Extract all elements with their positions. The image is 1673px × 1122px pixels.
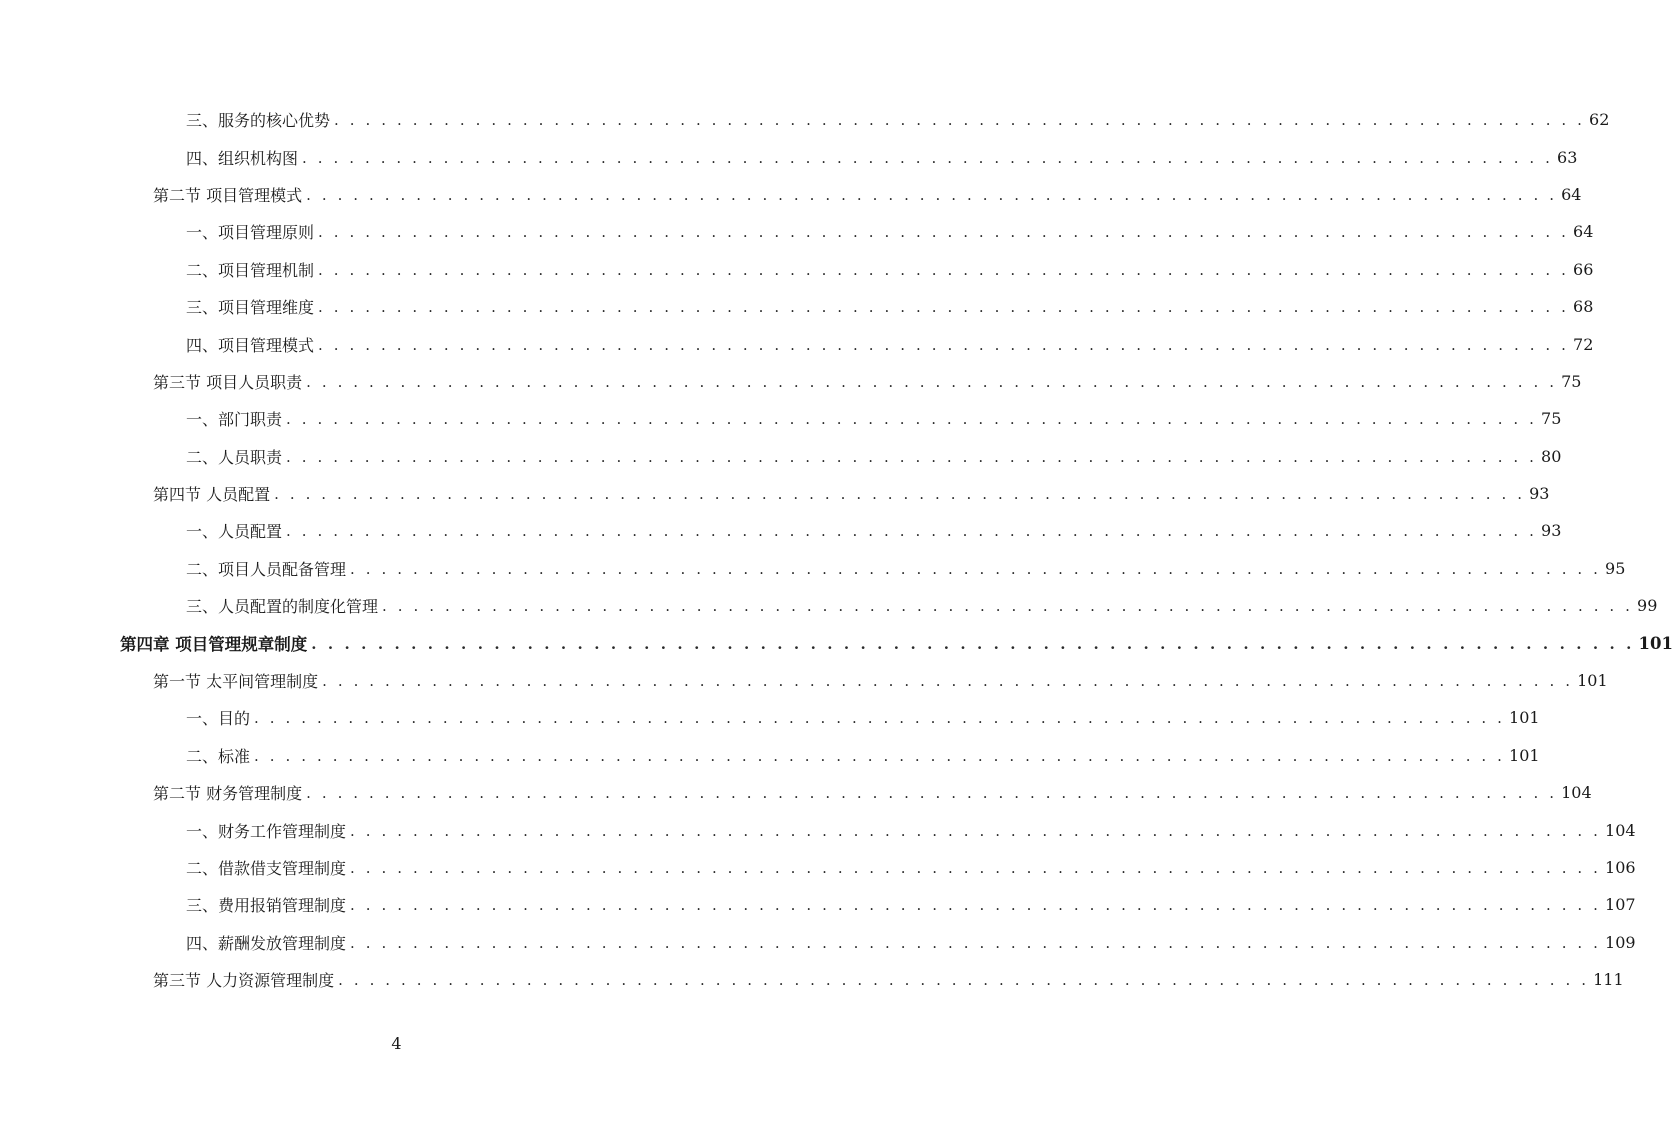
toc-dot-leader: . . . . . . . . . . . . . . . . . . . . . . . . . . . . . . . . . . . . . . . . . . . . . . . . . . . . . . . . . . . . . . . . . . . . . . . . . . . . . . . . — [286, 410, 1538, 429]
toc-subsection-entry[interactable] — [0, 438, 1562, 475]
toc-entry-page-number: 72 — [1573, 334, 1594, 354]
toc-dot-leader: . . . . . . . . . . . . . . . . . . . . . . . . . . . . . . . . . . . . . . . . . . . . . . . . . . . . . . . . . . . . . . . . . . . . . . . . . . . . . . . . — [350, 859, 1602, 877]
toc-entry-title: 四、项目管理模式 — [186, 335, 315, 355]
toc-entry-page-number: 64 — [1561, 184, 1582, 204]
toc-entry-page-number: 63 — [1557, 147, 1578, 167]
toc-entry-title: 三、服务的核心优势 — [186, 111, 331, 131]
toc-entry-page-number: 68 — [1573, 297, 1594, 317]
toc-subsection-entry[interactable] — [0, 699, 1540, 736]
toc-entry-title: 二、借款借支管理制度 — [186, 859, 347, 878]
toc-dot-leader: . . . . . . . . . . . . . . . . . . . . . . . . . . . . . . . . . . . . . . . . . . . . . . . . . . . . . . . . . . . . . . . . . . . . . . . . . . . . . . . . — [382, 597, 1634, 616]
toc-section-entry[interactable] — [0, 475, 1550, 512]
toc-dot-leader: . . . . . . . . . . . . . . . . . . . . . . . . . . . . . . . . . . . . . . . . . . . . . . . . . . . . . . . . . . . . . . . . . . . . . . . . . . . . . . . . — [350, 559, 1602, 578]
toc-entry-page-number: 80 — [1541, 446, 1562, 466]
toc-entry-page-number: 64 — [1573, 222, 1594, 242]
toc-dot-leader: . . . . . . . . . . . . . . . . . . . . . . . . . . . . . . . . . . . . . . . . . . . . . . . . . . . . . . . . . . . . . . . . . . . . . . . . . . . . . . . . — [254, 746, 1506, 765]
toc-entry-title: 三、项目管理维度 — [186, 298, 315, 318]
toc-entry-title: 第三节 项目人员职责 — [153, 372, 303, 392]
toc-entry-title: 三、费用报销管理制度 — [186, 896, 347, 916]
toc-subsection-entry[interactable] — [0, 101, 1610, 138]
toc-entry-title: 一、目的 — [186, 709, 251, 729]
toc-subsection-entry[interactable] — [0, 325, 1594, 362]
toc-entry-page-number: 66 — [1573, 259, 1594, 279]
toc-entry-page-number: 75 — [1541, 409, 1562, 429]
toc-dot-leader: . . . . . . . . . . . . . . . . . . . . . . . . . . . . . . . . . . . . . . . . . . . . . . . . . . . . . . . . . . . . . . . . . . . . . . . . . . . . . . . . — [322, 672, 1574, 691]
toc-chapter-entry[interactable] — [0, 624, 1673, 661]
toc-subsection-entry[interactable] — [0, 849, 1636, 886]
toc-dot-leader: . . . . . . . . . . . . . . . . . . . . . . . . . . . . . . . . . . . . . . . . . . . . . . . . . . . . . . . . . . . . . . . . . . . . . . . . . . . . . . . . — [318, 335, 1570, 354]
toc-subsection-entry[interactable] — [0, 924, 1636, 961]
toc-subsection-entry[interactable] — [0, 587, 1658, 624]
toc-dot-leader: . . . . . . . . . . . . . . . . . . . . . . . . . . . . . . . . . . . . . . . . . . . . . . . . . . . . . . . . . . . . . . . . . . . . . . . . . . . . . . . . — [350, 821, 1602, 840]
toc-entry-title: 二、人员职责 — [186, 447, 283, 467]
toc-section-entry[interactable] — [0, 774, 1592, 811]
toc-entry-title: 三、人员配置的制度化管理 — [186, 597, 379, 617]
toc-entry-title: 一、人员配置 — [186, 522, 283, 542]
toc-entry-page-number: 104 — [1605, 820, 1636, 840]
toc-dot-leader: . . . . . . . . . . . . . . . . . . . . . . . . . . . . . . . . . . . . . . . . . . . . . . . . . . . . . . . . . . . . . . . . . . . . . . . . . . . . . . . . — [350, 933, 1602, 952]
toc-subsection-entry[interactable] — [0, 138, 1578, 175]
toc-dot-leader: . . . . . . . . . . . . . . . . . . . . . . . . . . . . . . . . . . . . . . . . . . . . . . . . . . . . . . . . . . . . . . . . . . . . . . . . . . . . . . . . — [302, 148, 1554, 167]
toc-subsection-entry[interactable] — [0, 213, 1594, 250]
toc-entry-title: 一、财务工作管理制度 — [186, 821, 347, 841]
toc-entry-title: 一、部门职责 — [186, 410, 283, 430]
toc-dot-leader: . . . . . . . . . . . . . . . . . . . . . . . . . . . . . . . . . . . . . . . . . . . . . . . . . . . . . . . . . . . . . . . . . . . . . . . . . . . . . . . . — [306, 372, 1558, 391]
toc-entry-page-number: 101 — [1577, 671, 1608, 691]
toc-dot-leader: . . . . . . . . . . . . . . . . . . . . . . . . . . . . . . . . . . . . . . . . . . . . . . . . . . . . . . . . . . . . . . . . . . . . . . . . . . . . . . . . — [286, 522, 1538, 541]
toc-dot-leader: . . . . . . . . . . . . . . . . . . . . . . . . . . . . . . . . . . . . . . . . . . . . . . . . . . . . . . . . . . . . . . . . . . . . . . . . . . . . . . . . — [338, 971, 1590, 990]
toc-entry-page-number: 93 — [1541, 521, 1562, 541]
toc-entry-page-number: 99 — [1637, 596, 1658, 616]
toc-subsection-entry[interactable] — [0, 512, 1562, 549]
toc-dot-leader: . . . . . . . . . . . . . . . . . . . . . . . . . . . . . . . . . . . . . . . . . . . . . . . . . . . . . . . . . . . . . . . . . . . . . . . . . . . . . . . . — [306, 784, 1558, 803]
toc-section-entry[interactable] — [0, 662, 1608, 699]
toc-subsection-entry[interactable] — [0, 886, 1636, 923]
toc-entry-title: 二、标准 — [186, 746, 251, 766]
toc-dot-leader: . . . . . . . . . . . . . . . . . . . . . . . . . . . . . . . . . . . . . . . . . . . . . . . . . . . . . . . . . . . . . . . . . . . . . . . . . . . . . . . . — [350, 896, 1602, 915]
toc-entry-title: 二、项目人员配备管理 — [186, 559, 347, 579]
toc-subsection-entry[interactable] — [0, 550, 1626, 587]
toc-entry-page-number: 75 — [1561, 371, 1582, 391]
toc-subsection-entry[interactable] — [0, 400, 1562, 437]
toc-entry-page-number: 111 — [1593, 970, 1624, 990]
toc-subsection-entry[interactable] — [0, 251, 1594, 288]
toc-dot-leader: . . . . . . . . . . . . . . . . . . . . . . . . . . . . . . . . . . . . . . . . . . . . . . . . . . . . . . . . . . . . . . . . . . . . . . . . . . . . . . . . — [254, 709, 1506, 728]
toc-dot-leader: . . . . . . . . . . . . . . . . . . . . . . . . . . . . . . . . . . . . . . . . . . . . . . . . . . . . . . . . . . . . . . . . . . . . . . . . . . . . . . . . — [311, 634, 1635, 653]
toc-entry-title: 第一节 太平间管理制度 — [153, 672, 319, 692]
toc-section-entry[interactable] — [0, 961, 1624, 998]
toc-dot-leader: . . . . . . . . . . . . . . . . . . . . . . . . . . . . . . . . . . . . . . . . . . . . . . . . . . . . . . . . . . . . . . . . . . . . . . . . . . . . . . . . — [318, 223, 1570, 242]
toc-dot-leader: . . . . . . . . . . . . . . . . . . . . . . . . . . . . . . . . . . . . . . . . . . . . . . . . . . . . . . . . . . . . . . . . . . . . . . . . . . . . . . . . — [318, 260, 1570, 279]
toc-dot-leader: . . . . . . . . . . . . . . . . . . . . . . . . . . . . . . . . . . . . . . . . . . . . . . . . . . . . . . . . . . . . . . . . . . . . . . . . . . . . . . . . — [274, 485, 1526, 504]
toc-entry-page-number: 109 — [1605, 932, 1636, 952]
toc-entry-page-number: 101 — [1509, 745, 1540, 765]
toc-entry-page-number: 106 — [1605, 858, 1636, 877]
toc-entry-page-number: 101 — [1509, 708, 1540, 728]
toc-subsection-entry[interactable] — [0, 288, 1594, 325]
toc-entry-title: 四、组织机构图 — [186, 148, 299, 168]
toc-entry-title: 四、薪酬发放管理制度 — [186, 933, 347, 953]
toc-entry-title: 第三节 人力资源管理制度 — [153, 971, 335, 991]
toc-dot-leader: . . . . . . . . . . . . . . . . . . . . . . . . . . . . . . . . . . . . . . . . . . . . . . . . . . . . . . . . . . . . . . . . . . . . . . . . . . . . . . . . — [286, 447, 1538, 466]
toc-entry-title: 第四节 人员配置 — [153, 485, 271, 505]
toc-entry-page-number: 62 — [1589, 110, 1610, 130]
toc-entry-page-number: 93 — [1529, 484, 1550, 504]
toc-dot-leader: . . . . . . . . . . . . . . . . . . . . . . . . . . . . . . . . . . . . . . . . . . . . . . . . . . . . . . . . . . . . . . . . . . . . . . . . . . . . . . . . — [318, 298, 1570, 317]
toc-subsection-entry[interactable] — [0, 737, 1540, 774]
toc-entry-title: 第四章 项目管理规章制度 — [120, 635, 308, 655]
toc-entry-title: 二、项目管理机制 — [186, 260, 315, 280]
page-number: 4 — [391, 1034, 402, 1053]
toc-dot-leader: . . . . . . . . . . . . . . . . . . . . . . . . . . . . . . . . . . . . . . . . . . . . . . . . . . . . . . . . . . . . . . . . . . . . . . . . . . . . . . . . — [334, 111, 1586, 130]
toc-entry-title: 第二节 项目管理模式 — [153, 185, 303, 205]
toc-subsection-entry[interactable] — [0, 811, 1636, 848]
toc-section-entry[interactable] — [0, 363, 1582, 400]
toc-dot-leader: . . . . . . . . . . . . . . . . . . . . . . . . . . . . . . . . . . . . . . . . . . . . . . . . . . . . . . . . . . . . . . . . . . . . . . . . . . . . . . . . — [306, 185, 1558, 204]
toc-entry-page-number: 104 — [1561, 783, 1592, 803]
table-of-contents — [0, 101, 1673, 998]
toc-entry-page-number: 107 — [1605, 895, 1636, 915]
toc-section-entry[interactable] — [0, 176, 1582, 213]
toc-entry-page-number: 95 — [1605, 558, 1626, 578]
toc-entry-title: 一、项目管理原则 — [186, 223, 315, 243]
toc-entry-page-number: 101 — [1638, 633, 1673, 653]
toc-entry-title: 第二节 财务管理制度 — [153, 784, 303, 804]
